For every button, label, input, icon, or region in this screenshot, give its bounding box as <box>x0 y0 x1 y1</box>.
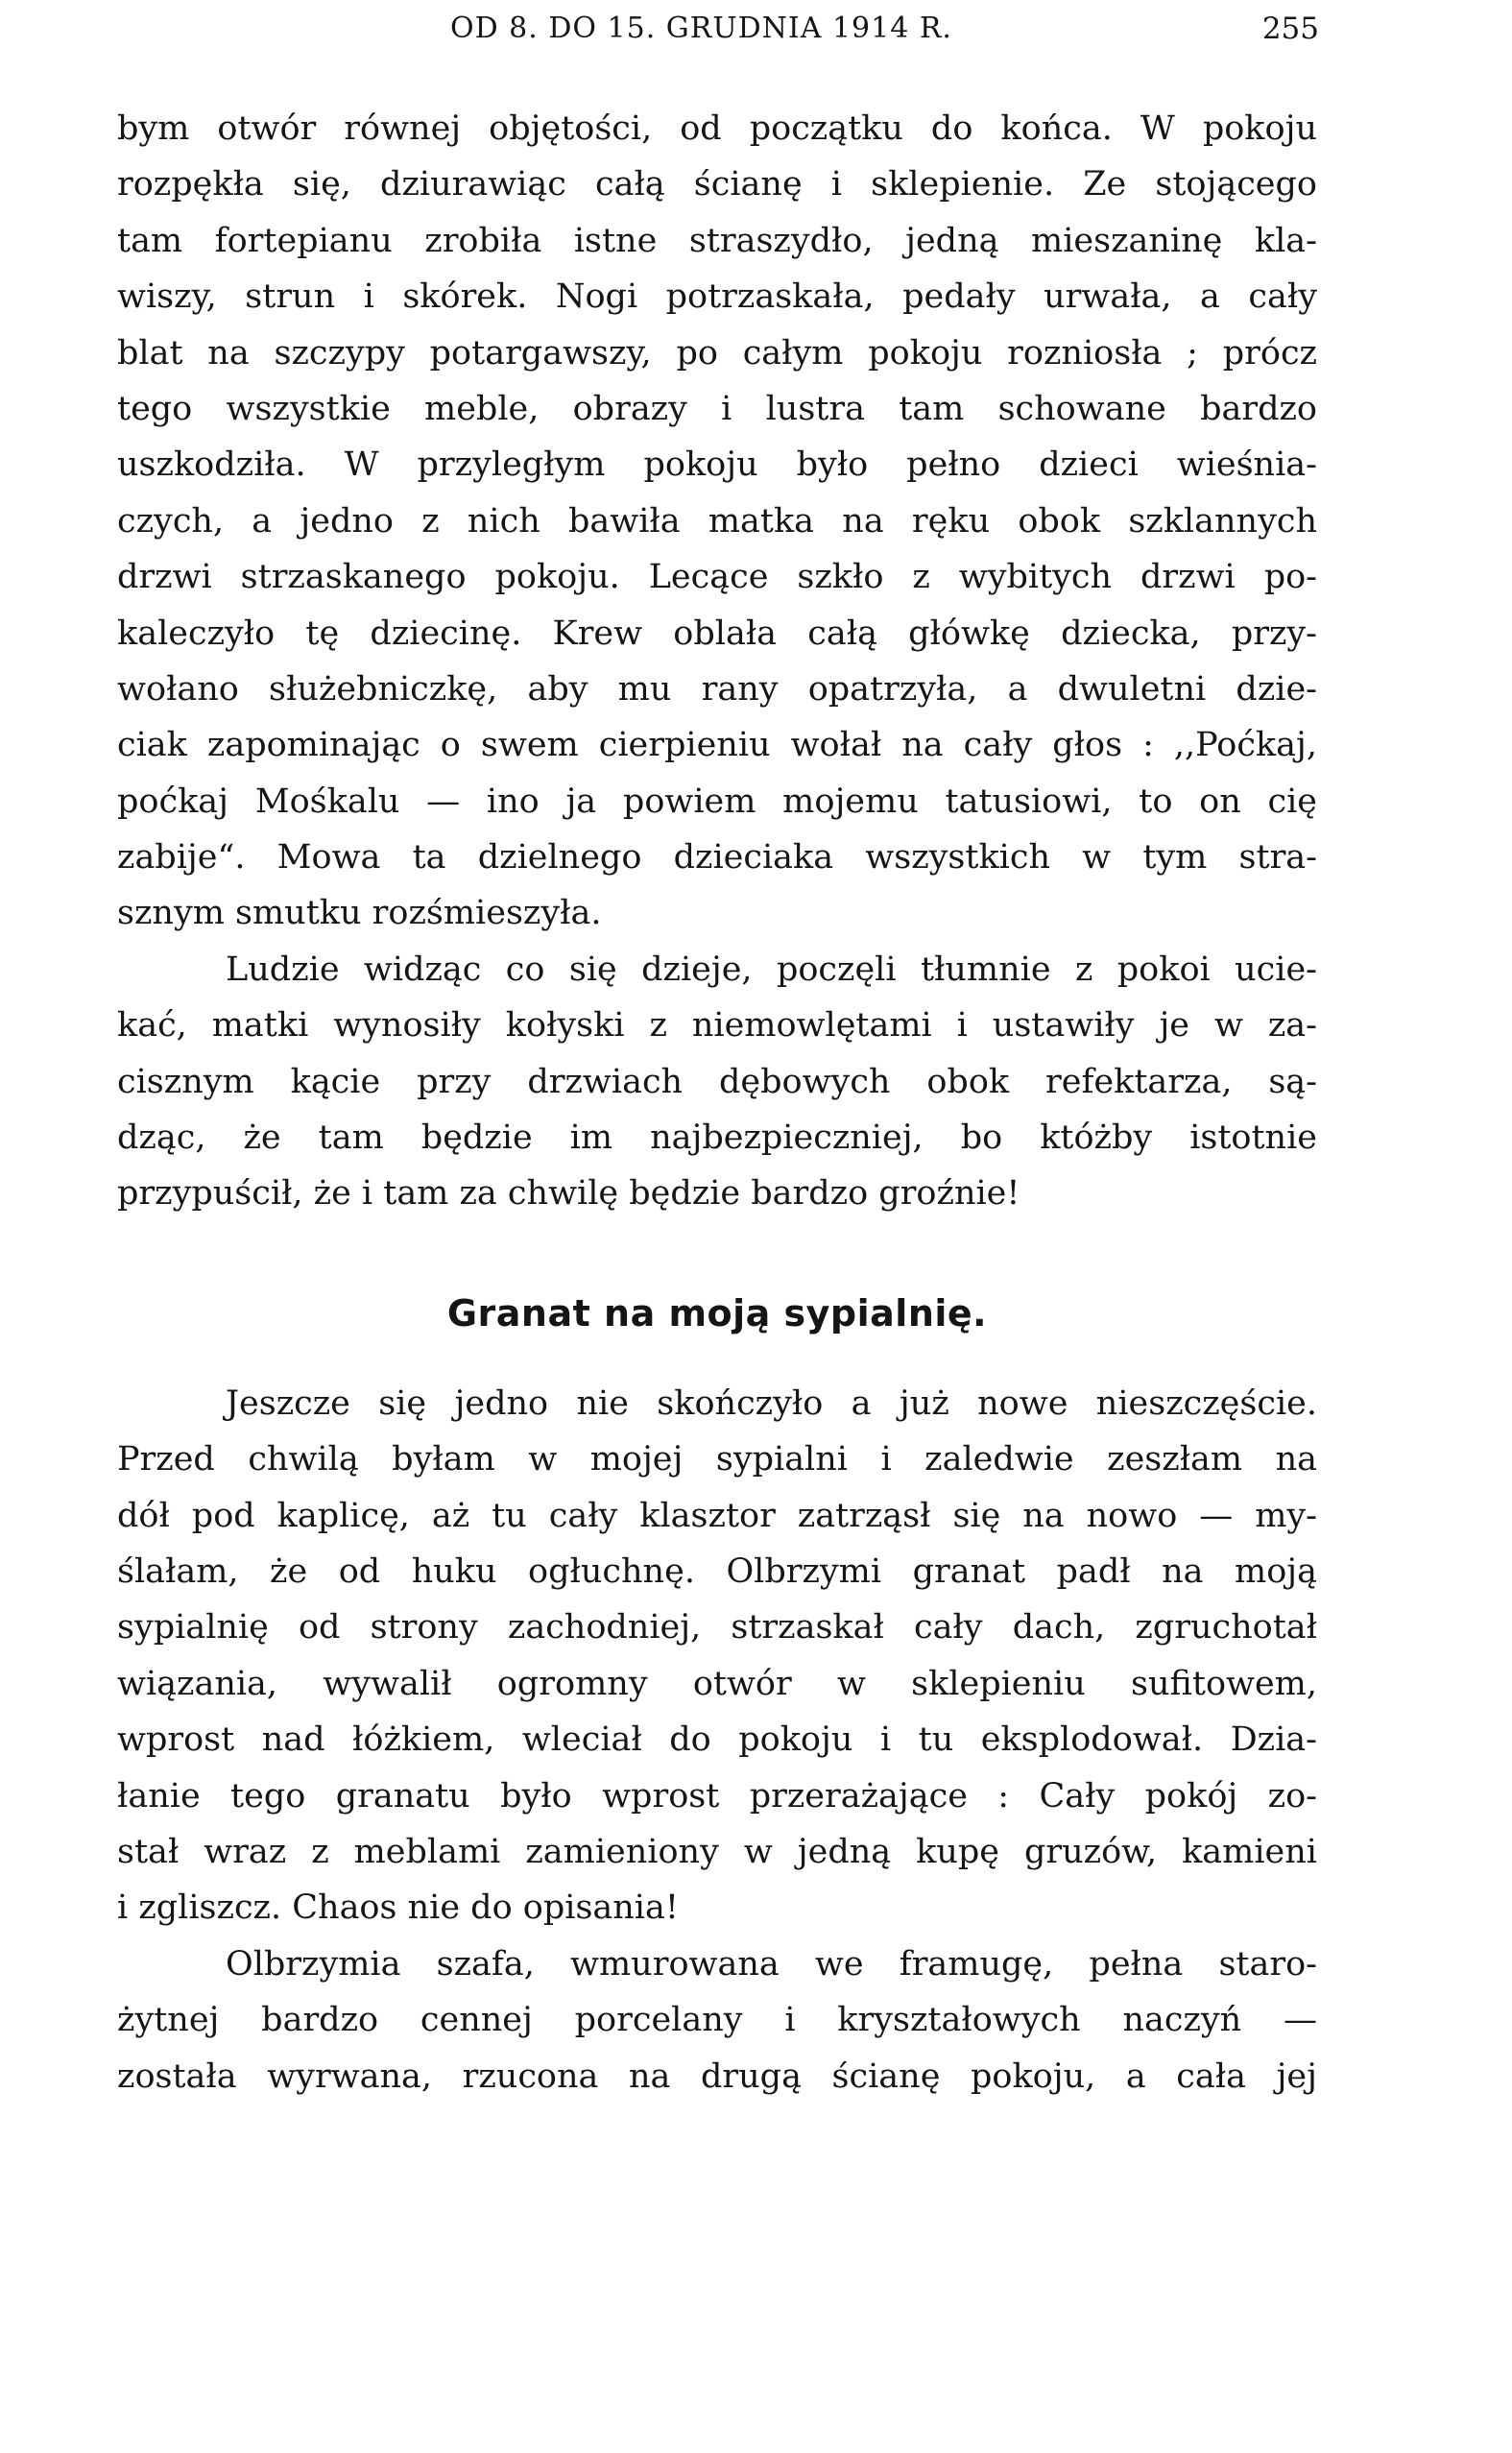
text-line: sznym smutku rozśmieszyła. <box>117 894 602 933</box>
text-line: Jeszcze się jedno nie skończyło a już nowe nieszczęście. <box>226 1383 1317 1423</box>
text-line: wiązania, wywalił ogromny otwór w sklepieniu sufitowem, <box>117 1664 1317 1703</box>
text-line: sypialnię od strony zachodniej, strzaskał cały dach, zgruchotał <box>117 1608 1317 1647</box>
text-line: żytnej bardzo cennej porcelany i kryształowych naczyń — <box>117 2001 1317 2040</box>
text-line: Olbrzymia szafa, wmurowana we framugę, pełna staro- <box>226 1944 1317 1984</box>
text-line: wołano służebniczkę, aby mu rany opatrzyła, a dwuletni dzie- <box>117 669 1317 709</box>
text-line: i zgliszcz. Chaos nie do opisania! <box>117 1888 679 1928</box>
text-line: Przed chwilą byłam w mojej sypialni i zaledwie zeszłam na <box>117 1440 1317 1479</box>
page-number: 255 <box>1261 12 1319 46</box>
text-line: blat na szczypy potargawszy, po całym pokoju rozniosła ; prócz <box>117 333 1317 373</box>
text-line: cisznym kącie przy drzwiach dębowych obok refektarza, są- <box>117 1062 1317 1101</box>
text-line: ślałam, że od huku ogłuchnę. Olbrzymi granat padł na moją <box>117 1551 1317 1591</box>
text-line: tego wszystkie meble, obrazy i lustra tam schowane bardzo <box>117 389 1317 428</box>
text-line: stał wraz z meblami zamieniony w jedną kupę gruzów, kamieni <box>117 1832 1317 1871</box>
running-head <box>119 12 1319 60</box>
text-line: dół pod kaplicę, aż tu cały klasztor zatrząsł się na nowo — my- <box>117 1496 1317 1535</box>
text-line: rozpękła się, dziurawiąc całą ścianę i sklepienie. Ze stojącego <box>117 165 1317 204</box>
text-line: drzwi strzaskanego pokoju. Lecące szkło z wybitych drzwi po- <box>117 558 1317 597</box>
text-block <box>117 101 1317 2104</box>
text-line: dząc, że tam będzie im najbezpieczniej, bo któżby istotnie <box>117 1118 1317 1158</box>
text-line: uszkodziła. W przyległym pokoju było pełno dzieci wieśnia- <box>117 445 1317 485</box>
text-line: wiszy, strun i skórek. Nogi potrzaskała, pedały urwała, a cały <box>117 277 1317 317</box>
text-line: przypuścił, że i tam za chwilę będzie bardzo groźnie! <box>117 1174 1020 1214</box>
text-line: została wyrwana, rzucona na drugą ścianę pokoju, a cała jej <box>117 2056 1317 2096</box>
text-line: Ludzie widząc co się dzieje, poczęli tłumnie z pokoi ucie- <box>226 950 1317 989</box>
running-head-title: OD 8. DO 15. GRUDNIA 1914 R. <box>450 12 952 45</box>
text-line: kać, matki wynosiły kołyski z niemowlętami i ustawiły je w za- <box>117 1006 1317 1046</box>
text-line: ciak zapominając o swem cierpieniu wołał na cały głos : ,,Poćkaj, <box>117 726 1317 765</box>
text-line: wprost nad łóżkiem, wleciał do pokoju i tu eksplodował. Dzia- <box>117 1720 1317 1760</box>
text-line: zabije“. Mowa ta dzielnego dzieciaka wszystkich w tym stra- <box>117 838 1317 878</box>
text-line: łanie tego granatu było wprost przerażające : Cały pokój zo- <box>117 1776 1317 1816</box>
text-line: kaleczyło tę dziecinę. Krew oblała całą główkę dziecka, przy- <box>117 613 1317 653</box>
section-heading: Granat na moją sypialnię. <box>446 1291 988 1335</box>
text-line: bym otwór równej objętości, od początku do końca. W pokoju <box>117 109 1317 148</box>
text-line: tam fortepianu zrobiła istne straszydło, jedną mieszaninę kla- <box>117 221 1317 260</box>
text-line: czych, a jedno z nich bawiła matka na ręku obok szklannych <box>117 501 1317 541</box>
text-line: poćkaj Mośkalu — ino ja powiem mojemu tatusiowi, to on cię <box>117 782 1317 821</box>
